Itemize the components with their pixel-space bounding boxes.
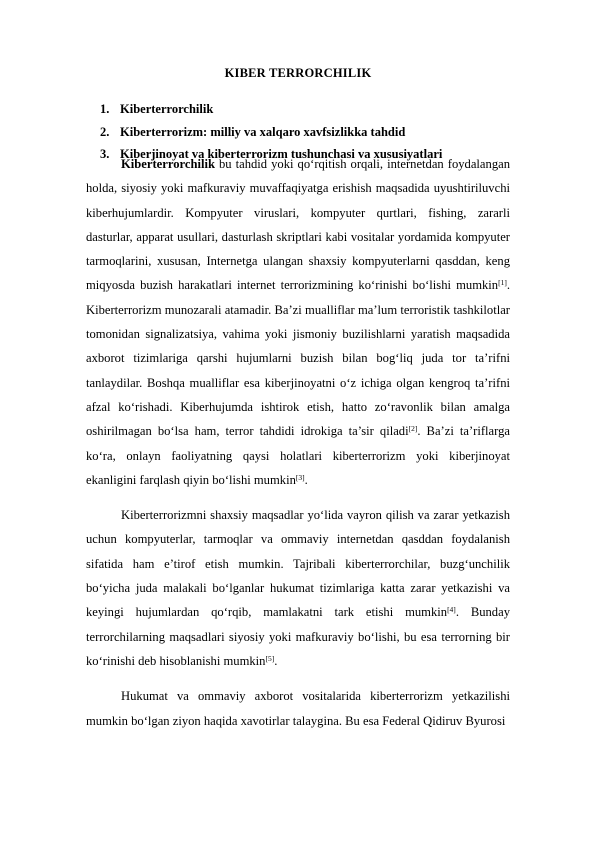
toc-item: [100, 98, 442, 121]
paragraph-text: . Ba’zi ta’riflarga ko‘ra, onlayn faoliyatning qaysi holatlari kiberterrorizm yoki kiberjinoyat ekanligini farqlash qiyin bo‘lishi mumkin: [86, 424, 511, 487]
toc-number: 1.: [100, 102, 110, 116]
paragraph-1: [86, 152, 510, 492]
footnote-ref[interactable]: [3]: [295, 472, 305, 482]
paragraph-text: .: [274, 653, 278, 668]
toc-number: 2.: [100, 124, 110, 139]
footnote-ref[interactable]: [1]: [498, 278, 507, 288]
toc-text: Kiberjinoyat va kiberterrorizm tushunchasi va xususiyatlari: [120, 147, 443, 161]
lead-term: Kiberterrorchilik: [121, 157, 215, 171]
paragraph-3: [86, 684, 510, 733]
toc-text: Kiberterrorchilik: [120, 102, 214, 116]
footnote-ref[interactable]: [2]: [408, 424, 418, 434]
footnote-ref[interactable]: [5]: [265, 653, 275, 663]
paragraph-text: bu tahdid yoki qo‘rqitish orqali, internetdan foydalangan holda, siyosiy yoki mafkuraviy muvaffaqiyatga erishish maqsadida uyushtiriluvchi kiberhujumlardir. Kompyuter viruslari, kompyuter qurtlari, fishing, zararli dasturlar, apparat usullari, dasturlash skriptlari kabi vositalar yordamida kompyuter tarmoqlarini, xususan, Internetga ulangan shaxsiy kompyuterlarni qasddan, keng miqyosda buzish harakatlari internet terrorizmining ko‘rinishi bo‘lishi mumkin: [86, 157, 510, 293]
toc-item: [100, 121, 442, 144]
footnote-ref[interactable]: [4]: [447, 605, 456, 615]
document-title: KIBER TERRORCHILIK: [224, 66, 372, 80]
paragraph-text: Hukumat va ommaviy axborot vositalarida kiberterrorizm yetkazilishi mumkin bo‘lgan ziyon haqida xavotirlar talaygina. Bu esa Federal Qidiruv Byurosi: [86, 689, 510, 728]
toc-number: 3.: [100, 147, 110, 161]
paragraph-text: . Kiberterrorizm munozarali atamadir. Ba’zi mualliflar ma’lum terroristik tashkilotlar tomonidan signalizatsiya, vahima yoki jismoniy buzilishlarni yaratish maqsadida axborot tizimlariga qarshi hujumlarni buzish bilan bog‘liq juda tor ta’rifni tanlaydilar. Boshqa mualliflar esa kiberjinoyatni o‘z ichiga olgan kengroq ta’rifni afzal ko‘rishadi. Kiberhujumda ishtirok etish, hatto zo‘ravonlik bilan amalga oshirilmagan bo‘lsa ham, terror tahdidi idrokiga ta’sir qiladi: [86, 278, 510, 439]
paragraph-2: [86, 503, 510, 673]
toc-text: Kiberterrorizm: milliy va xalqaro xavfsizlikka tahdid: [120, 124, 406, 139]
document-body: [86, 152, 510, 744]
paragraph-text: .: [304, 472, 308, 487]
paragraph-text: Kiberterrorizmni shaxsiy maqsadlar yo‘lida vayron qilish va zarar yetkazish uchun kompyuterlar, tarmoqlar va ommaviy internetdan qasddan foydalanish sifatida ham e’tirof etish mumkin. Tajribali kiberterrorchilar, buzg‘unchilik bo‘yicha juda malakali bo‘lganlar hukumat tizimlariga katta zarar yetkazishi va keyingi hujumlardan qo‘rqib, mamlakatni tark etishi mumkin: [86, 508, 510, 620]
paragraph-text: . Bunday terrorchilarning maqsadlari siyosiy yoki mafkuraviy bo‘lishi, bu esa terrorning bir ko‘rinishi deb hisoblanishi mumkin: [86, 605, 510, 668]
